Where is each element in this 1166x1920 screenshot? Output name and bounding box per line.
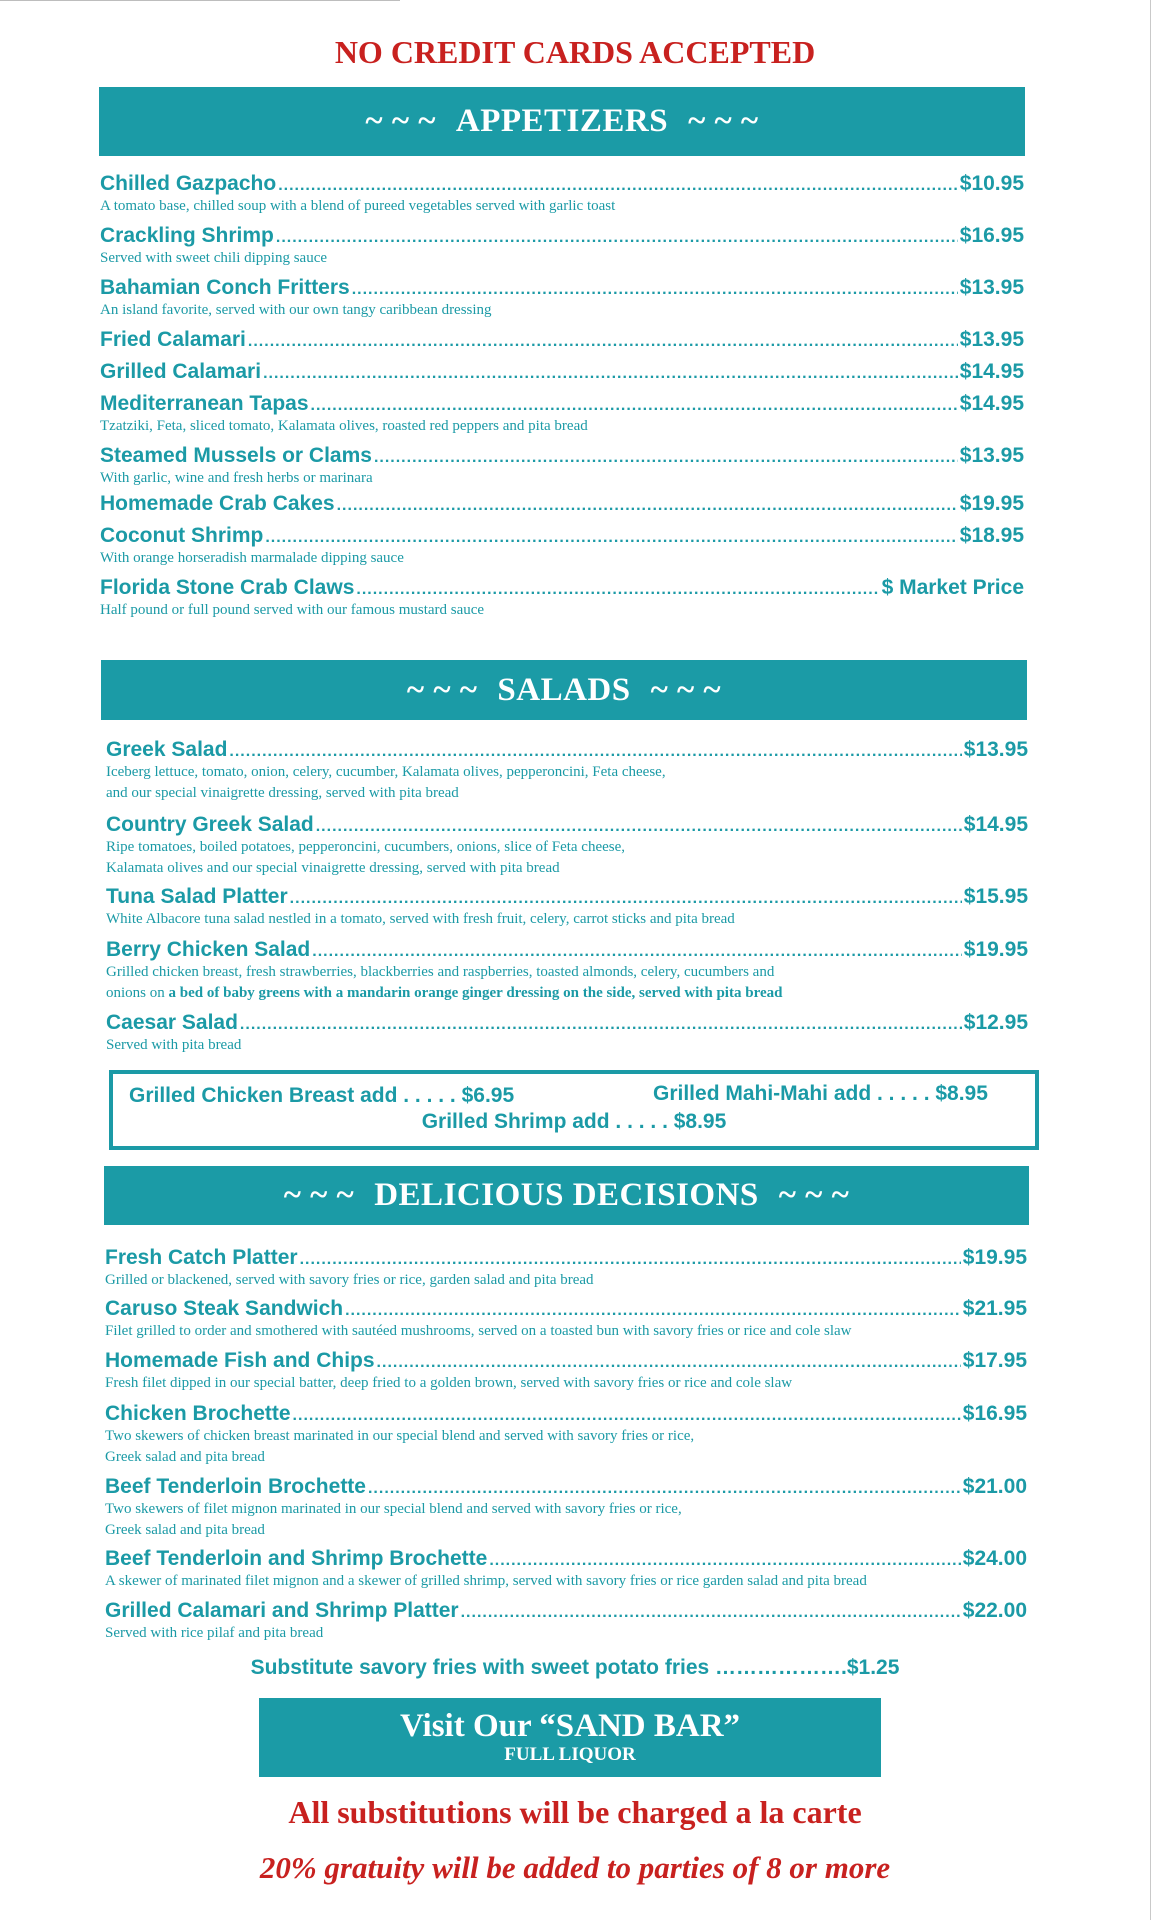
- menu-item: [100, 576, 1024, 628]
- menu-item: [100, 392, 1024, 444]
- item-name: Tuna Salad Platter: [106, 885, 288, 908]
- dot-leader: [311, 397, 958, 415]
- sandbar-banner: [259, 1698, 881, 1777]
- menu-item: [105, 1599, 1027, 1651]
- dot-leader: [265, 529, 957, 547]
- item-description: Kalamata olives and our special vinaigrette dressing, served with pita bread: [106, 860, 560, 876]
- menu-item: [100, 492, 1024, 524]
- menu-item: [106, 1011, 1028, 1063]
- item-price: $16.95: [959, 224, 1024, 247]
- item-price: $13.95: [959, 276, 1024, 299]
- menu-item: [105, 1402, 1027, 1475]
- item-description: Served with sweet chili dipping sauce: [100, 250, 328, 266]
- dot-leader: [276, 229, 958, 247]
- dot-leader: [377, 1354, 961, 1372]
- dot-leader: [345, 1302, 961, 1320]
- dot-leader: [368, 1480, 961, 1498]
- item-description: An island favorite, served with our own tangy caribbean dressing: [100, 302, 492, 318]
- dot-leader: [316, 818, 962, 836]
- appetizers-title: APPETIZERS: [455, 103, 669, 139]
- dot-leader: [229, 743, 961, 761]
- menu-item: [106, 885, 1028, 938]
- dot-leader: [356, 581, 879, 599]
- banner-tilde: ~ ~ ~: [688, 103, 759, 139]
- item-price: $19.95: [959, 492, 1024, 515]
- banner-tilde: ~ ~ ~: [778, 1177, 850, 1213]
- item-price: $21.95: [962, 1297, 1027, 1320]
- menu-item: [105, 1475, 1027, 1547]
- dot-leader: [293, 1407, 961, 1425]
- dot-leader: [263, 365, 958, 383]
- menu-item: [105, 1246, 1027, 1297]
- item-name: Florida Stone Crab Claws: [100, 576, 355, 599]
- item-description: Two skewers of chicken breast marinated in our special blend and served with savory fries or rice,: [105, 1428, 695, 1444]
- item-name: Bahamian Conch Fritters: [100, 276, 350, 299]
- item-description: With orange horseradish marmalade dipping sauce: [100, 550, 404, 566]
- top-rule: [0, 0, 400, 1]
- item-name: Beef Tenderloin Brochette: [105, 1475, 366, 1498]
- menu-item: [100, 444, 1024, 492]
- item-name: Caesar Salad: [106, 1011, 238, 1034]
- sandbar-title: Visit Our “SAND BAR”: [399, 1708, 741, 1744]
- addon-chicken: Grilled Chicken Breast add . . . . . $6.95: [129, 1084, 515, 1107]
- item-price: $10.95: [959, 172, 1024, 195]
- item-description: Tzatziki, Feta, sliced tomato, Kalamata olives, roasted red peppers and pita bread: [100, 418, 588, 434]
- dot-leader: [278, 177, 958, 195]
- item-price: $ Market Price: [881, 576, 1024, 599]
- item-description: White Albacore tuna salad nestled in a tomato, served with fresh fruit, celery, carrot sticks and pita bread: [106, 911, 735, 927]
- menu-item: [106, 813, 1028, 885]
- menu-item: [100, 524, 1024, 576]
- menu-item: [106, 738, 1028, 813]
- salads-title: SALADS: [497, 671, 631, 708]
- dot-leader: [337, 497, 958, 515]
- item-price: $19.95: [962, 1246, 1027, 1269]
- menu-item: [100, 172, 1024, 224]
- item-description: Fresh filet dipped in our special batter, deep fried to a golden brown, served with savory fries or rice and cole slaw: [105, 1375, 793, 1391]
- item-name: Fresh Catch Platter: [105, 1246, 298, 1269]
- menu-item: [105, 1297, 1027, 1349]
- item-name: Beef Tenderloin and Shrimp Brochette: [105, 1547, 488, 1570]
- item-description: A tomato base, chilled soup with a blend of pureed vegetables served with garlic toast: [100, 198, 616, 214]
- menu-item: [100, 276, 1024, 328]
- substitutions-notice: All substitutions will be charged a la carte: [288, 1794, 862, 1830]
- banner-tilde: ~ ~ ~: [650, 671, 722, 708]
- dot-leader: [489, 1552, 960, 1570]
- item-name: Caruso Steak Sandwich: [105, 1297, 344, 1320]
- item-name: Crackling Shrimp: [100, 224, 274, 247]
- item-price: $19.95: [963, 938, 1028, 961]
- item-name: Grilled Calamari and Shrimp Platter: [105, 1599, 459, 1622]
- menu-item: [105, 1547, 1027, 1599]
- sandbar-subtitle: FULL LIQUOR: [504, 1744, 636, 1765]
- item-name: Chilled Gazpacho: [100, 172, 277, 195]
- decisions-banner: [104, 1166, 1029, 1225]
- dot-leader: [290, 890, 962, 908]
- decisions-title: DELICIOUS DECISIONS: [374, 1177, 759, 1213]
- description-text: onions on: [106, 985, 169, 1001]
- item-description: Half pound or full pound served with our famous mustard sauce: [100, 602, 485, 618]
- appetizers-section: [100, 172, 1024, 628]
- item-description: Served with pita bread: [106, 1037, 242, 1053]
- item-description: Iceberg lettuce, tomato, onion, celery, cucumber, Kalamata olives, pepperoncini, Feta cheese,: [106, 764, 666, 780]
- item-price: $24.00: [962, 1547, 1027, 1570]
- item-description: Grilled or blackened, served with savory fries or rice, garden salad and pita bread: [105, 1272, 594, 1288]
- dot-leader: [352, 281, 958, 299]
- menu-item: [100, 360, 1024, 392]
- dot-leader: [374, 449, 958, 467]
- item-description: With garlic, wine and fresh herbs or marinara: [100, 470, 373, 486]
- addon-shrimp: Grilled Shrimp add . . . . . $8.95: [421, 1110, 727, 1133]
- gratuity-notice: 20% gratuity will be added to parties of 8 or more: [259, 1850, 891, 1885]
- dot-leader: [248, 333, 958, 351]
- item-description: Filet grilled to order and smothered with sautéed mushrooms, served on a toasted bun with savory fries or rice and cole slaw: [105, 1323, 852, 1339]
- item-description: Ripe tomatoes, boiled potatoes, pepperoncini, cucumbers, onions, slice of Feta cheese,: [106, 839, 626, 855]
- item-description: Greek salad and pita bread: [105, 1522, 265, 1538]
- item-name: Country Greek Salad: [106, 813, 314, 836]
- decisions-section: [105, 1246, 1027, 1651]
- item-name: Homemade Fish and Chips: [105, 1349, 375, 1372]
- item-price: $22.00: [962, 1599, 1027, 1622]
- substitute-note: Substitute savory fries with sweet potato fries ……………….$1.25: [250, 1656, 900, 1679]
- item-name: Greek Salad: [106, 738, 228, 761]
- banner-tilde: ~ ~ ~: [283, 1177, 355, 1213]
- item-price: $16.95: [962, 1402, 1027, 1425]
- description-bold-text: a bed of baby greens with a mandarin orange ginger dressing on the side, served with pita bread: [168, 985, 783, 1001]
- dot-leader: [312, 943, 962, 961]
- appetizers-banner: [99, 87, 1025, 156]
- item-price: $14.95: [959, 360, 1024, 383]
- item-price: $17.95: [962, 1349, 1027, 1372]
- item-price: $13.95: [959, 444, 1024, 467]
- item-name: Fried Calamari: [100, 328, 246, 351]
- item-price: $18.95: [959, 524, 1024, 547]
- item-description: and our special vinaigrette dressing, served with pita bread: [106, 785, 459, 801]
- item-price: $14.95: [959, 392, 1024, 415]
- item-description: [106, 983, 1028, 1004]
- addon-mahi: Grilled Mahi-Mahi add . . . . . $8.95: [653, 1082, 988, 1105]
- item-price: $21.00: [962, 1475, 1027, 1498]
- item-name: Chicken Brochette: [105, 1402, 291, 1425]
- page-border: [1150, 0, 1151, 1920]
- item-description: Two skewers of filet mignon marinated in our special blend and served with savory fries or rice,: [105, 1501, 682, 1517]
- banner-tilde: ~ ~ ~: [365, 103, 436, 139]
- menu-item: [100, 328, 1024, 360]
- menu-item: [100, 224, 1024, 276]
- item-price: $13.95: [959, 328, 1024, 351]
- dot-leader: [300, 1251, 961, 1269]
- item-description: Greek salad and pita bread: [105, 1449, 265, 1465]
- item-description: Grilled chicken breast, fresh strawberries, blackberries and raspberries, toasted almonds, celery, cucumbers and: [106, 964, 775, 980]
- addons-box: [109, 1070, 1039, 1150]
- item-name: Homemade Crab Cakes: [100, 492, 335, 515]
- salads-section: [106, 738, 1028, 1063]
- menu-item: [106, 938, 1028, 1011]
- item-name: Coconut Shrimp: [100, 524, 264, 547]
- item-name: Berry Chicken Salad: [106, 938, 311, 961]
- banner-tilde: ~ ~ ~: [406, 671, 478, 708]
- item-price: $15.95: [963, 885, 1028, 908]
- salads-banner: [101, 660, 1027, 720]
- item-description: A skewer of marinated filet mignon and a skewer of grilled shrimp, served with savory fries or rice garden salad and pita bread: [105, 1573, 867, 1589]
- item-price: $12.95: [963, 1011, 1028, 1034]
- item-name: Steamed Mussels or Clams: [100, 444, 372, 467]
- item-price: $14.95: [963, 813, 1028, 836]
- dot-leader: [461, 1604, 961, 1622]
- item-price: $13.95: [963, 738, 1028, 761]
- no-credit-cards-notice: NO CREDIT CARDS ACCEPTED: [334, 34, 816, 70]
- item-description: Served with rice pilaf and pita bread: [105, 1625, 324, 1641]
- item-name: Mediterranean Tapas: [100, 392, 309, 415]
- dot-leader: [240, 1016, 962, 1034]
- item-name: Grilled Calamari: [100, 360, 262, 383]
- menu-item: [105, 1349, 1027, 1402]
